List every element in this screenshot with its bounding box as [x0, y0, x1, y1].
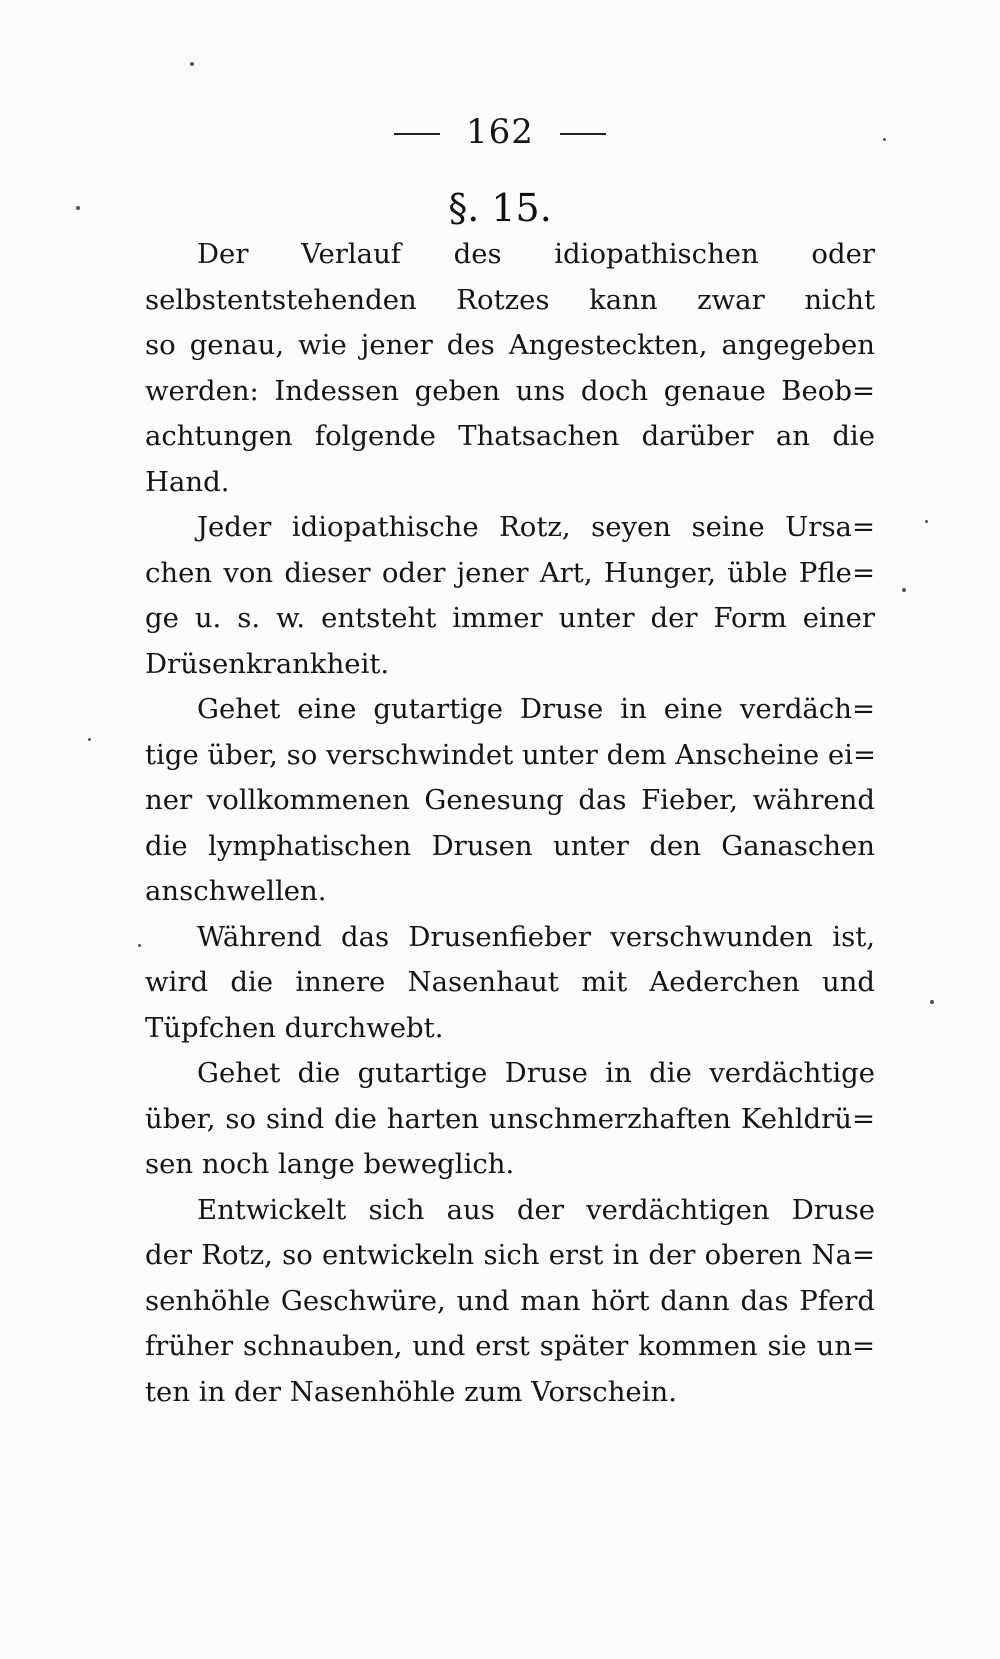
scan-speck	[190, 62, 194, 66]
text-line: früher schnauben, und erst später kommen sie un=	[145, 1330, 875, 1362]
scan-speck	[930, 1000, 934, 1004]
text-line: so genau, wie jener des Angesteckten, angegeben	[145, 329, 875, 361]
text-line: der Rotz, so entwickeln sich erst in der oberen Na=	[145, 1239, 875, 1271]
paragraph	[145, 915, 875, 1052]
text-line: achtungen folgende Thatsachen darüber an die	[145, 420, 875, 452]
text-line: Jeder idiopathische Rotz, seyen seine Ursa=	[197, 511, 875, 543]
text-line: Tüpfchen durchwebt.	[145, 1011, 444, 1044]
paragraph	[145, 1051, 875, 1188]
text-line: über, so sind die harten unschmerzhaften Kehldrü=	[145, 1102, 875, 1135]
text-line: Drüsenkrankheit.	[145, 647, 390, 680]
text-line: ten in der Nasenhöhle zum Vorschein.	[145, 1375, 677, 1408]
text-line: Der Verlauf des idiopathischen oder	[197, 238, 875, 270]
scan-speck	[883, 138, 886, 141]
text-line: Gehet eine gutartige Druse in eine verdäch=	[197, 693, 875, 725]
paragraph	[145, 1188, 875, 1416]
body-text	[145, 232, 875, 1415]
text-line: ner vollkommenen Genesung das Fieber, während	[145, 784, 875, 816]
text-line: Während das Drusenfieber verschwunden ist,	[197, 920, 875, 953]
text-line: Gehet die gutartige Druse in die verdächtige	[197, 1057, 875, 1089]
scan-speck	[138, 944, 141, 947]
text-line: senhöhle Geschwüre, und man hört dann das Pferd	[145, 1284, 875, 1317]
paragraph	[145, 505, 875, 687]
text-line: wird die innere Nasenhaut mit Aederchen und	[145, 966, 875, 998]
section-heading: §. 15.	[448, 186, 552, 230]
scan-speck	[88, 738, 91, 741]
text-line: sen noch lange beweglich.	[145, 1148, 515, 1180]
scan-speck	[902, 588, 906, 592]
text-line: selbstentstehenden Rotzes kann zwar nicht	[145, 283, 875, 316]
text-line: anschwellen.	[145, 875, 327, 907]
header-dash-right	[560, 133, 606, 135]
text-line: Hand.	[145, 465, 230, 498]
text-line: ge u. s. w. entsteht immer unter der Form einer	[145, 602, 875, 634]
page-number: 162	[466, 112, 534, 152]
scan-speck	[925, 520, 928, 523]
text-line: tige über, so verschwindet unter dem Anscheine ei=	[145, 738, 877, 771]
text-line: chen von dieser oder jener Art, Hunger, üble Pfle=	[145, 556, 875, 589]
text-line: werden: Indessen geben uns doch genaue Beob=	[145, 374, 875, 407]
paragraph	[145, 232, 875, 505]
text-line: die lymphatischen Drusen unter den Ganaschen	[145, 829, 875, 862]
paragraph	[145, 687, 875, 915]
scan-speck	[76, 206, 80, 210]
text-line: Entwickelt sich aus der verdächtigen Druse	[197, 1193, 875, 1226]
page-header	[0, 112, 1000, 152]
header-dash-left	[394, 133, 440, 135]
